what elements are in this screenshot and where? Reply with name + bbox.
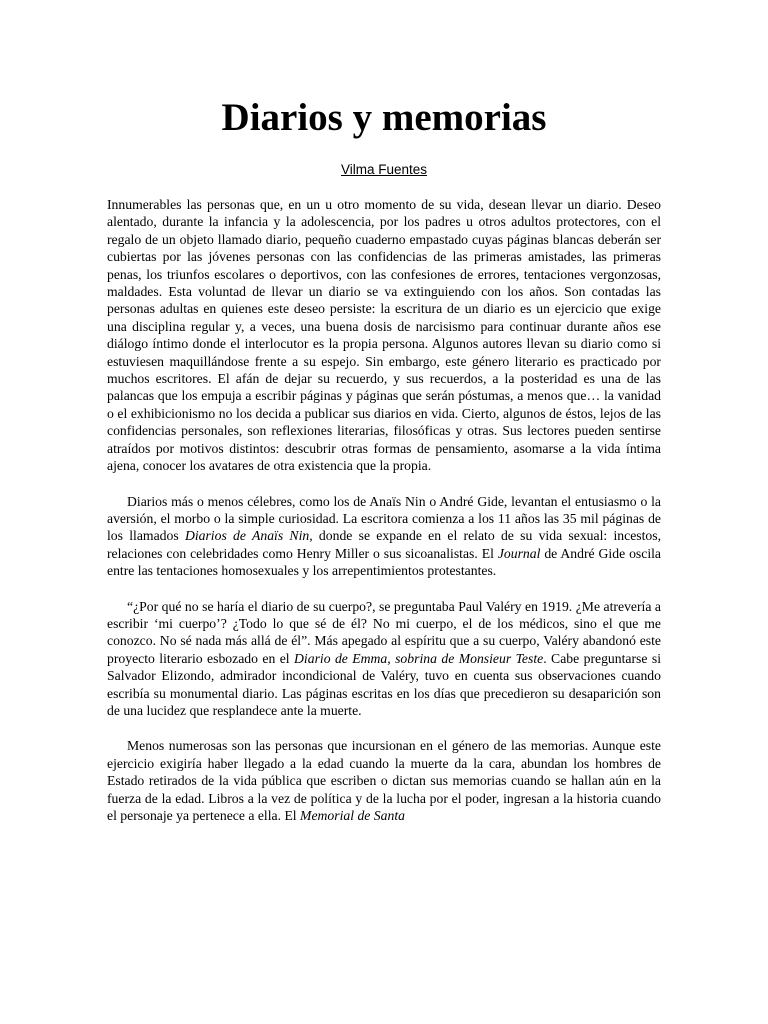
text-run: , donde se expande en el relato de su vida sexual: incestos, relaciones con celebridades como Henry Miller o sus sicoanalistas. El bbox=[107, 528, 661, 561]
author-name[interactable]: Vilma Fuentes bbox=[340, 162, 428, 177]
text-run: Innumerables las personas que, en un u otro momento de su vida, desean llevar un diario. Deseo alentado, durante la infancia y la adolescencia, por los padres u otros adultos protectores, con el regalo de un objeto llamado diario, pequeño cuaderno empastado cuyas páginas blancas deberán ser cubiertas por las jóvenes personas con las confidencias de las primeras amistades, las primeras penas, los triunfos escolares o deportivos, con las confesiones de errores, tentaciones vergonzosas, maldades. Esta voluntad de llevar un diario se va extinguiendo con los años. Son contadas las personas adultas en quienes este deseo persiste: la escritura de un diario es un ejercicio que exige una disciplina regular y, a veces, una buena dosis de narcisismo para continuar durante años ese diálogo íntimo donde el interlocutor es la propia persona. Algunos autores llevan su diario como si estuviesen maquillándose frente a su espejo. Sin embargo, este género literario es practicado por muchos escritores. El afán de dejar su recuerdo, y sus recuerdos, a la posteridad es una de las palancas que los empuja a escribir páginas y páginas que serán póstumas, a menos que… la vanidad o el exhibicionismo no los decida a publicar sus diarios en vida. Cierto, algunos de éstos, lejos de las confidencias personales, son reflexiones literarias, filosóficas y otras. Sus lectores pueden sentirse atraídos por motivos distintos: descubrir otras formas de pensamiento, asomarse a la vida íntima ajena, conocer los avatares de otra existencia que la propia. bbox=[107, 197, 661, 474]
italic-title-run: Diario de Emma, sobrina de Monsieur Teste bbox=[294, 650, 544, 666]
article-body bbox=[107, 196, 661, 842]
paragraph-3 bbox=[107, 598, 661, 720]
italic-title-run: Memorial de Santa bbox=[300, 808, 405, 823]
text-run: . Cabe preguntarse si Salvador Elizondo, admirador incondicional de Valéry, tuvo en cuenta sus observaciones cuando escribía su monumental diario. Las páginas escritas en los días que precedieron su desaparición son de una lucidez que resplandece ante la muerte. bbox=[107, 650, 661, 718]
text-run: “¿Por qué no se haría el diario de su cuerpo?, se preguntaba Paul Valéry en 1919. ¿Me atrevería a escribir ‘mi cuerpo’? ¿Todo lo que sé de él? No mi cuerpo, el de los médicos, sino el que me conozco. No sé nada más allá de él”. Más apegado al espíritu que a su cuerpo, Valéry abandonó este proyecto literario esbozado en el bbox=[107, 598, 661, 666]
paragraph-4 bbox=[107, 737, 661, 824]
italic-title-run: Journal bbox=[497, 545, 541, 561]
text-run: Diarios más o menos célebres, como los de Anaïs Nin o André Gide, levantan el entusiasmo o la aversión, el morbo o la simple curiosidad. La escritora comienza a los 11 años las 35 mil páginas de los llamados bbox=[107, 493, 661, 544]
paragraph-2 bbox=[107, 493, 661, 580]
document-title: Diarios y memorias bbox=[221, 96, 547, 139]
text-run: de André Gide oscila entre las tentaciones homosexuales y los arrepentimientos protestantes. bbox=[107, 545, 661, 579]
italic-title-run: Diarios de Anaïs Nin bbox=[184, 528, 310, 544]
author-byline[interactable] bbox=[0, 160, 768, 180]
paragraph-1 bbox=[107, 196, 661, 475]
text-run: Menos numerosas son las personas que incursionan en el género de las memorias. Aunque este ejercicio exigiría haber llegado a la edad cuando la muerte da la cara, abundan los hombres de Estado retirados de la vida pública que escriben o dictan sus memorias cuando se hallan aún en la fuerza de la edad. Libros a la vez de política y de la lucha por el poder, ingresan a la historia cuando el personaje ya pertenece a ella. El bbox=[107, 738, 661, 823]
